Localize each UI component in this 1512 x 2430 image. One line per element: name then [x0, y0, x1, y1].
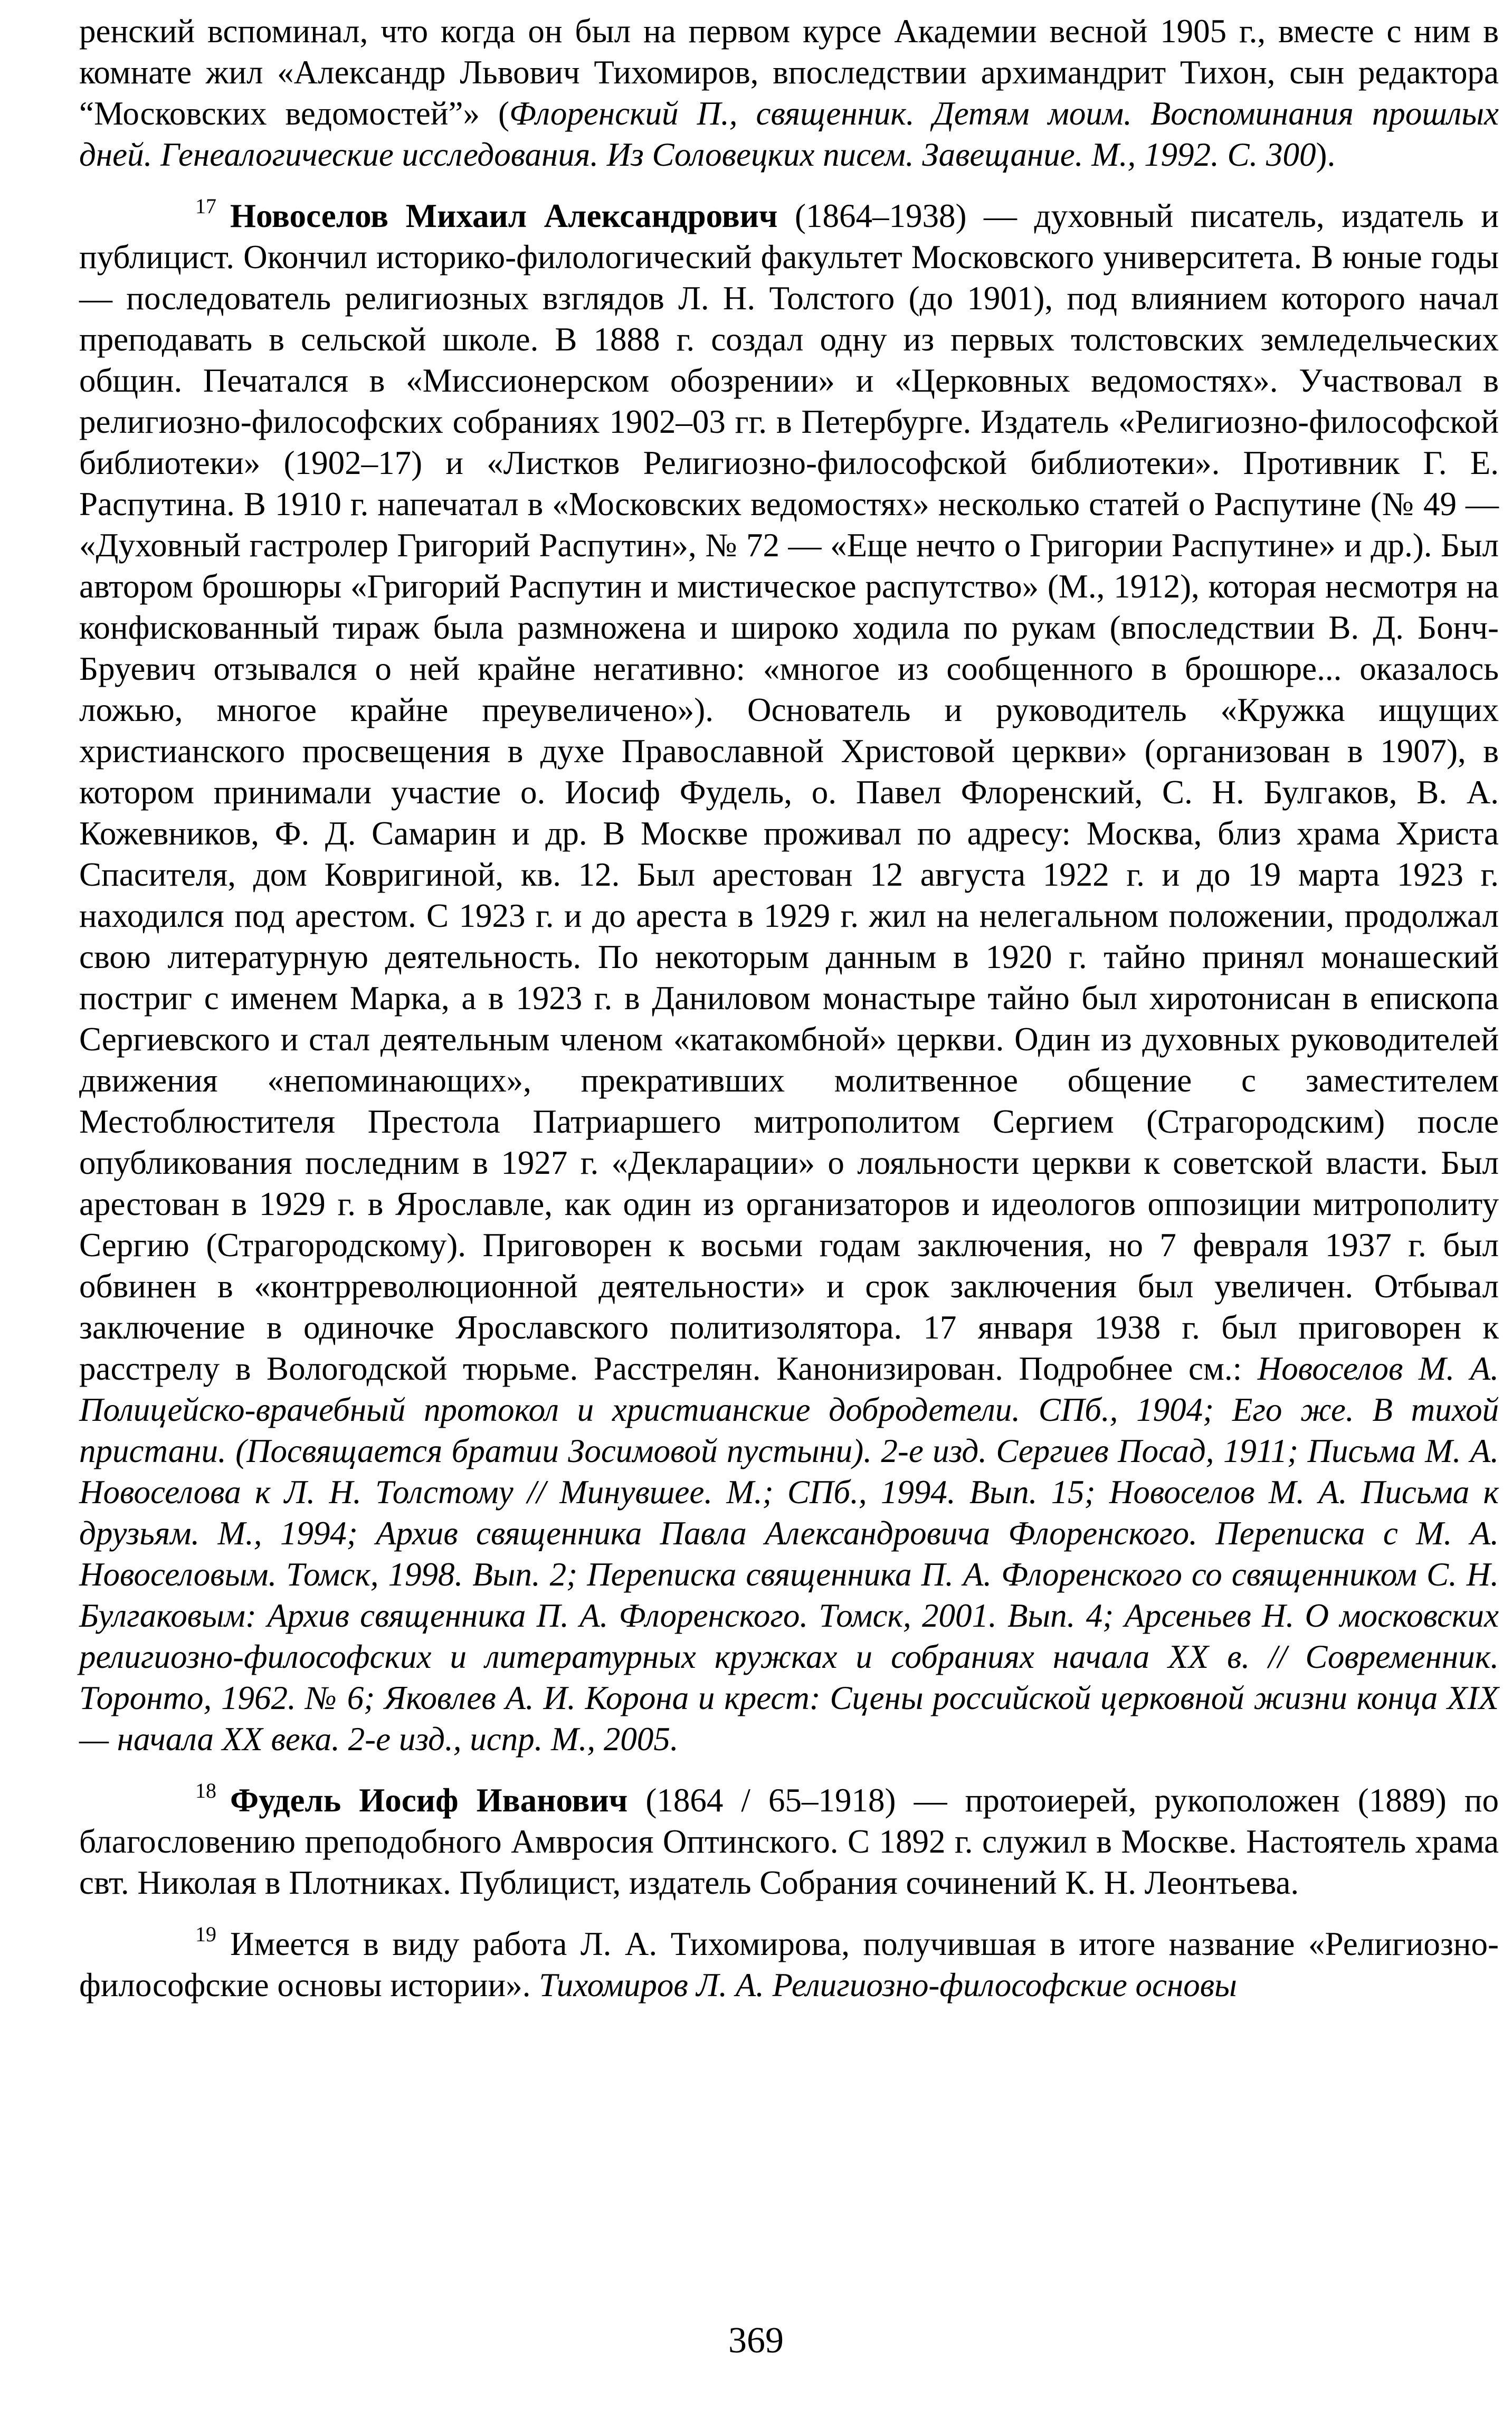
footnote-number: 18 [195, 1779, 216, 1802]
footnote-references: Новоселов М. А. Полицейско-врачебный протокол и христианские добродетели. СПб., 1904; Его же. В тихой пристани. (Посвящается братии Зосимовой пустыни). 2-е изд. Сергиев Посад, 1911; Письма М. А. Новоселова к Л. Н. Толстому // Минувшее. М.; СПб., 1994. Вып. 15; Новоселов М. А. Письма к друзьям. М., 1994; Архив священника Павла Александровича Флоренского. Переписка с М. А. Новоселовым. Томск, 1998. Вып. 2; Переписка священника П. А. Флоренского со священником С. Н. Булгаковым: Архив священника П. А. Флоренского. Томск, 2001. Вып. 4; Арсеньев Н. О московских религиозно-философских и литературных кружках и собраниях начала XX в. // Современник. Торонто, 1962. № 6; Яковлев А. И. Корона и крест: Сцены российской церковной жизни конца XIX — начала XX века. 2-е изд., испр. М., 2005. [79, 1350, 1499, 1758]
continued-footnote [79, 11, 1499, 175]
footnote-name: Новоселов Михаил Александрович [230, 197, 778, 234]
footnote-number: 19 [195, 1922, 216, 1946]
footnote-references: Тихомиров Л. А. Религиозно-философские основы [539, 1967, 1237, 2004]
continued-text: ренский вспоминал, что когда он был на первом курсе Академии весной 1905 г., вместе с ним в комнате жил «Александр Львович Тихомиров, впоследствии архимандрит Тихон, сын редактора “Московских ведомостей”» ( [79, 13, 1499, 132]
footnote-19 [79, 1914, 1499, 2006]
continued-tail: ). [1316, 136, 1336, 173]
footnote-text: (1864–1938) — духовный писатель, издатель и публицист. Окончил историко-филологический факультет Московского университета. В юные годы — последователь религиозных взглядов Л. Н. Толстого (до 1901), под влиянием которого начал преподавать в сельской школе. В 1888 г. создал одну из первых толстовских земледельческих общин. Печатался в «Миссионерском обозрении» и «Церковных ведомостях». Участвовал в религиозно-философских собраниях 1902–03 гг. в Петербурге. Издатель «Религиозно-философской библиотеки» (1902–17) и «Листков Религиозно-философской библиотеки». Противник Г. Е. Распутина. В 1910 г. напечатал в «Московских ведомостях» несколько статей о Распутине (№ 49 — «Духовный гастролер Григорий Распутин», № 72 — «Еще нечто о Григории Распутине» и др.). Был автором брошюры «Григорий Распутин и мистическое распутство» (М., 1912), которая несмотря на конфискованный тираж была размножена и широко ходила по рукам (впоследствии В. Д. Бонч-Бруевич отзывался о ней крайне негативно: «многое из сообщенного в брошюре... оказалось ложью, многое крайне преувеличено»). Основатель и руководитель «Кружка ищущих христианского просвещения в духе Православной Христовой церкви» (организован в 1907), в котором принимали участие о. Иосиф Фудель, о. Павел Флоренский, С. Н. Булгаков, В. А. Кожевников, Ф. Д. Самарин и др. В Москве проживал по адресу: Москва, близ храма Христа Спасителя, дом Ковригиной, кв. 12. Был арестован 12 августа 1922 г. и до 19 марта 1923 г. находился под арестом. С 1923 г. и до ареста в 1929 г. жил на нелегальном положении, продолжал свою литературную деятельность. По некоторым данным в 1920 г. тайно принял монашеский постриг с именем Марка, а в 1923 г. в Даниловом монастыре тайно был хиротонисан в епископа Сергиевского и стал деятельным членом «катакомбной» церкви. Один из духовных руководителей движения «непоминающих», прекративших молитвенное общение с заместителем Местоблюстителя Престола Патриаршего митрополитом Сергием (Страгородским) после опубликования последним в 1927 г. «Декларации» о лояльности церкви к советской власти. Был арестован в 1929 г. в Ярославле, как один из организаторов и идеологов оппозиции митрополиту Сергию (Страгородскому). Приговорен к восьми годам заключения, но 7 февраля 1937 г. был обвинен в «контрреволюционной деятельности» и срок заключения был увеличен. Отбывал заключение в одиночке Ярославского политизолятора. 17 января 1938 г. был приговорен к расстрелу в Вологодской тюрьме. Расстрелян. Канонизирован. Подробнее см.: [79, 197, 1499, 1387]
footnote-18 [79, 1770, 1499, 1903]
footnote-text: Имеется в виду работа Л. А. Тихомирова, получившая в итоге название «Религиозно-философские основы истории». [79, 1925, 1499, 2004]
footnote-text: (1864 / 65–1918) — протоиерей, рукоположен (1889) по благословению преподобного Амвросия Оптинского. С 1892 г. служил в Москве. Настоятель храма свт. Николая в Плотниках. Публицист, издатель Собрания сочинений К. Н. Леонтьева. [79, 1782, 1499, 1901]
continued-reference: Флоренский П., священник. Детям моим. Воспоминания прошлых дней. Генеалогические исследования. Из Соловецких писем. Завещание. М., 1992. С. 300 [79, 95, 1499, 173]
page-number: 369 [728, 2320, 784, 2361]
footnote-number: 17 [195, 194, 216, 218]
footnote-17 [79, 186, 1499, 1760]
footnote-name: Фудель Иосиф Иванович [230, 1782, 628, 1819]
footnotes-column [79, 11, 1499, 2006]
